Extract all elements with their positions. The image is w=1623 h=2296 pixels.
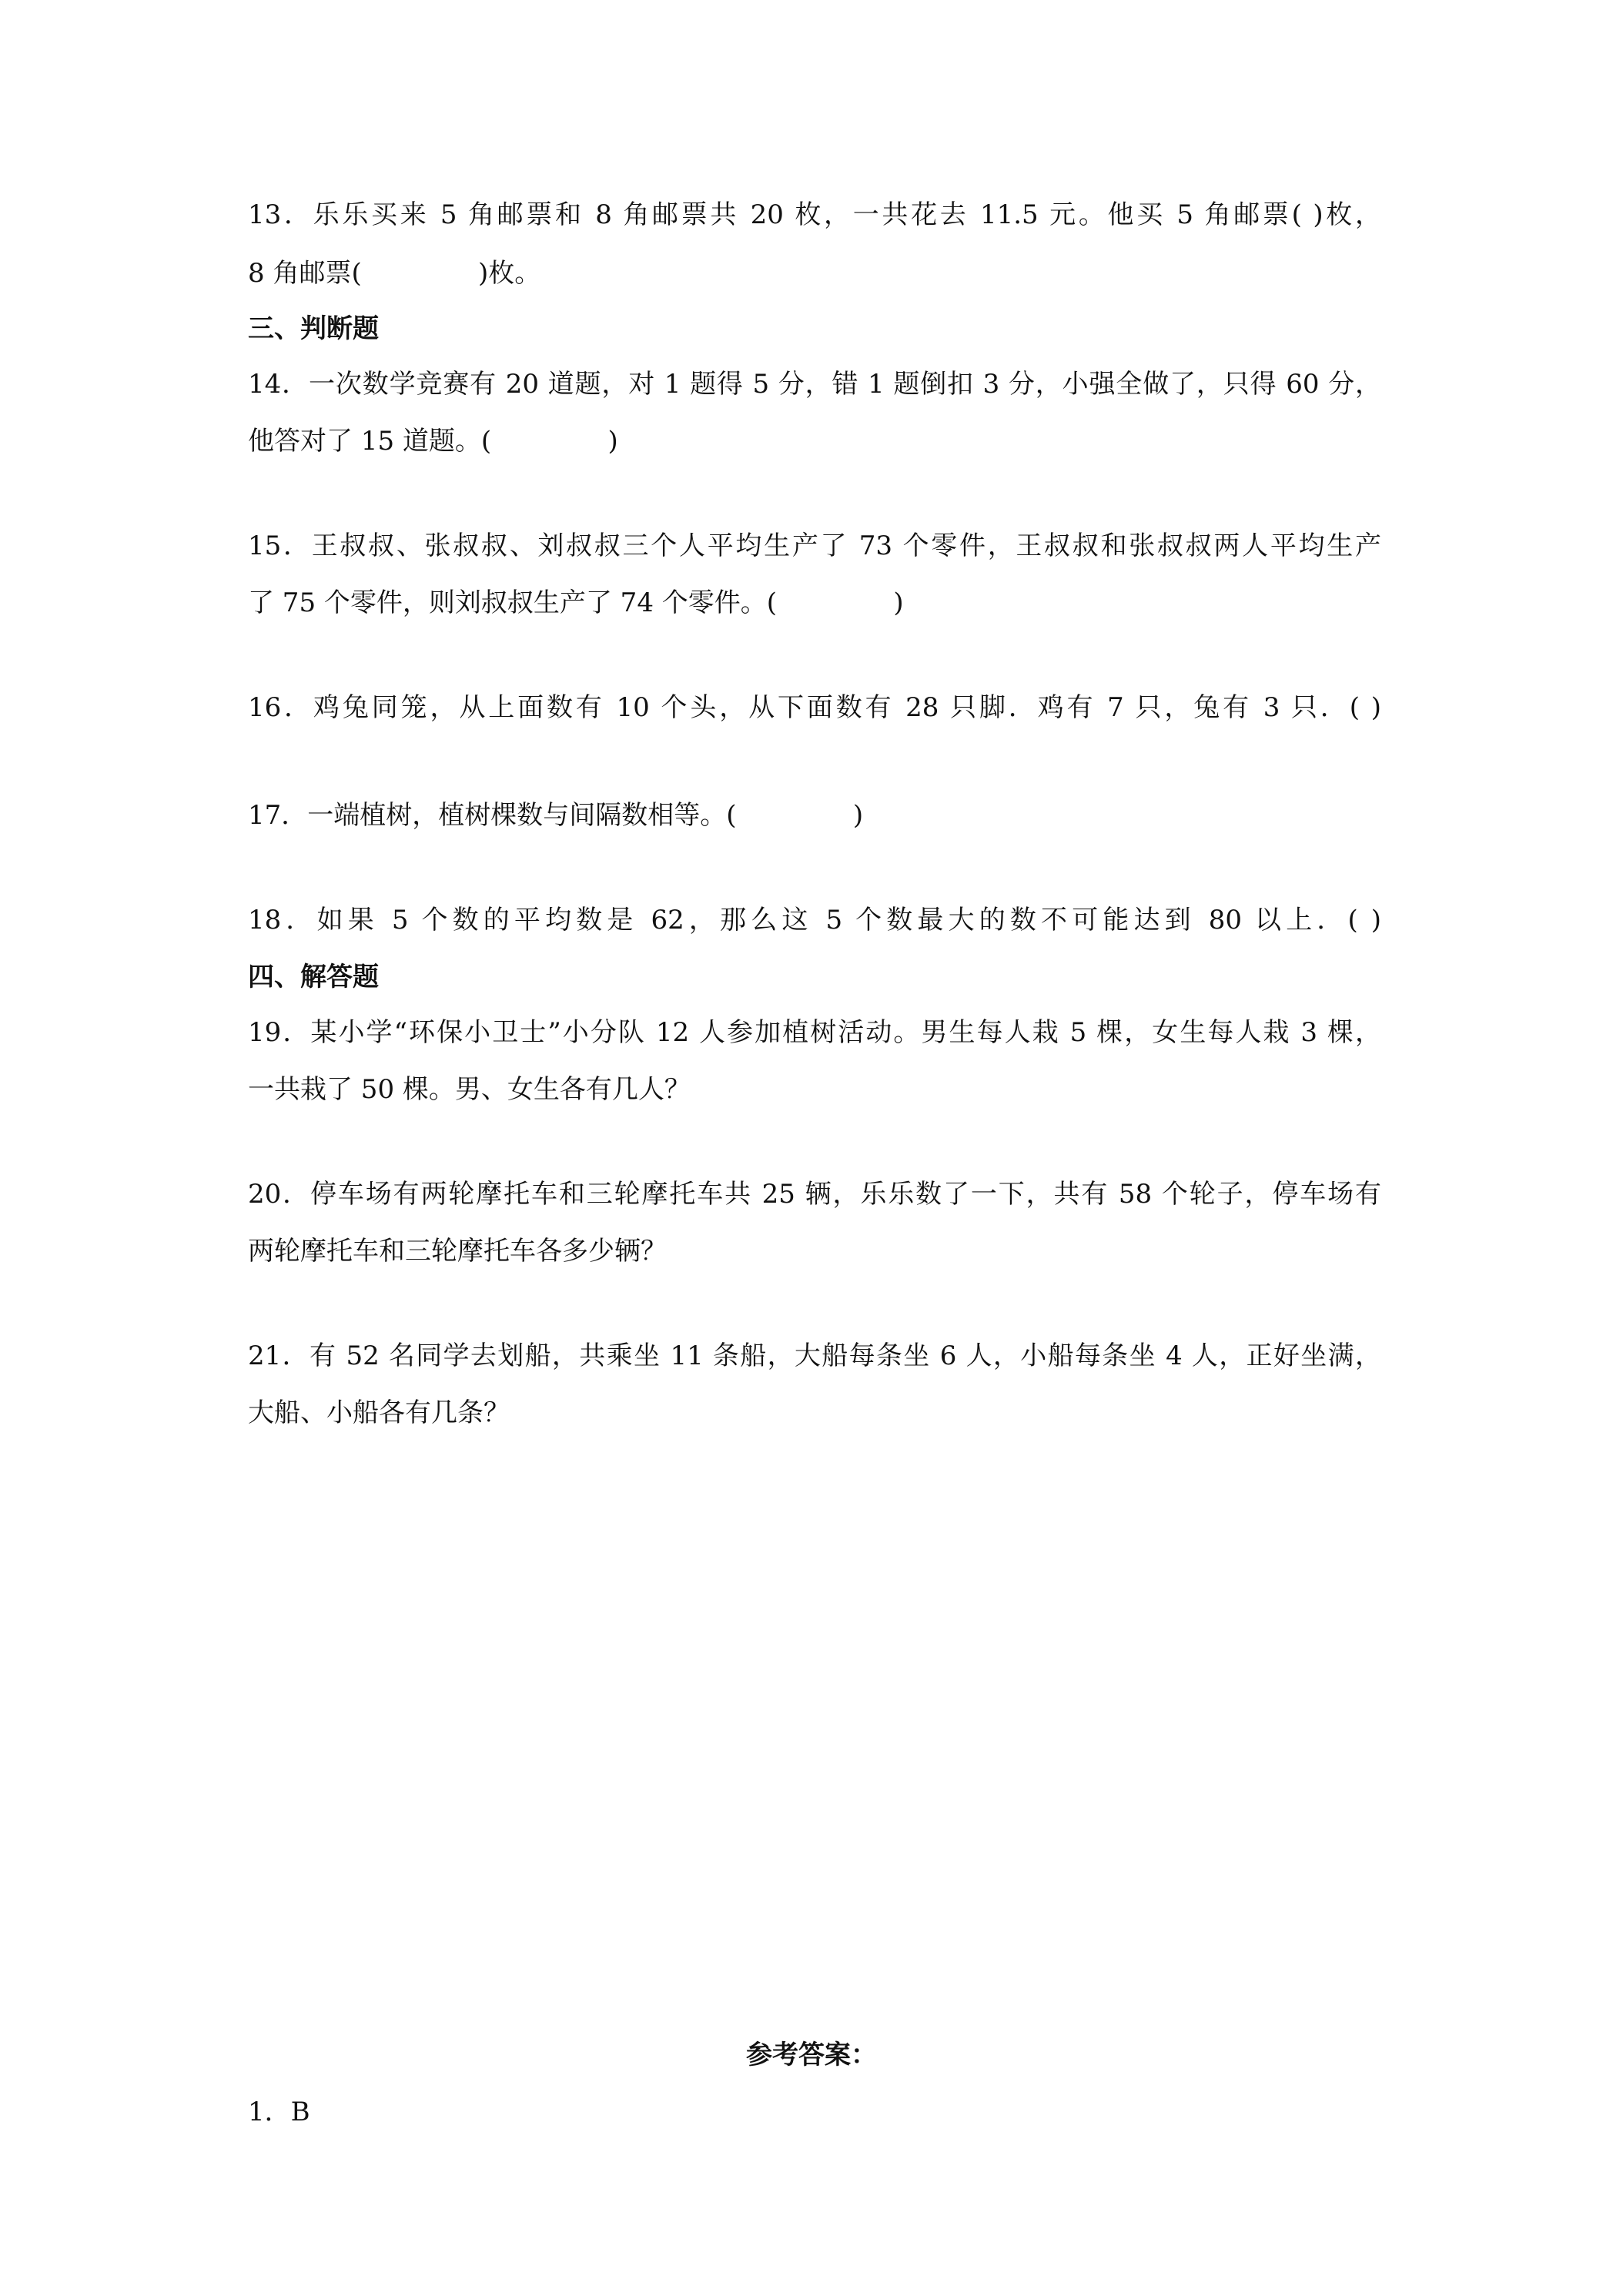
question-20-line-2: 两轮摩托车和三轮摩托车各多少辆？: [248, 1236, 667, 1267]
question-14-line-1: 14．一次数学竞赛有 20 道题，对 1 题得 5 分，错 1 题倒扣 3 分，小强全做了，只得 60 分，: [248, 369, 1381, 400]
section-3-title: 三、判断题: [248, 313, 379, 344]
question-13-line-2: 8 角邮票( )枚。: [248, 258, 541, 289]
question-20-line-1: 20．停车场有两轮摩托车和三轮摩托车共 25 辆，乐乐数了一下，共有 58 个轮子，停车场有: [248, 1179, 1381, 1210]
question-19-line-2: 一共栽了 50 棵。男、女生各有几人？: [248, 1074, 691, 1105]
answers-title: 参考答案：: [746, 2040, 877, 2070]
question-19-line-1: 19．某小学“环保小卫士”小分队 12 人参加植树活动。男生每人栽 5 棵，女生每人栽 3 棵，: [248, 1017, 1381, 1048]
question-16-line-1: 16．鸡兔同笼，从上面数有 10 个头，从下面数有 28 只脚．鸡有 7 只，兔有 3 只．( ): [248, 692, 1381, 723]
question-21-line-1: 21．有 52 名同学去划船，共乘坐 11 条船，大船每条坐 6 人，小船每条坐 4 人，正好坐满，: [248, 1340, 1381, 1371]
question-15-line-2: 了 75 个零件，则刘叔叔生产了 74 个零件。( ): [248, 587, 904, 618]
question-21-line-2: 大船、小船各有几条？: [248, 1397, 510, 1428]
question-13-line-1: 13．乐乐买来 5 角邮票和 8 角邮票共 20 枚，一共花去 11.5 元。他买 5 角邮票( )枚，: [248, 199, 1381, 230]
question-15-line-1: 15．王叔叔、张叔叔、刘叔叔三个人平均生产了 73 个零件，王叔叔和张叔叔两人平均生产: [248, 530, 1381, 561]
question-14-line-2: 他答对了 15 道题。( ): [248, 426, 618, 457]
section-4-title: 四、解答题: [248, 962, 379, 992]
answer-1: 1．B: [248, 2097, 310, 2127]
question-17-line-1: 17．一端植树，植树棵数与间隔数相等。( ): [248, 800, 864, 831]
question-18-line-1: 18．如果 5 个数的平均数是 62，那么这 5 个数最大的数不可能达到 80 以上．( ): [248, 905, 1381, 935]
